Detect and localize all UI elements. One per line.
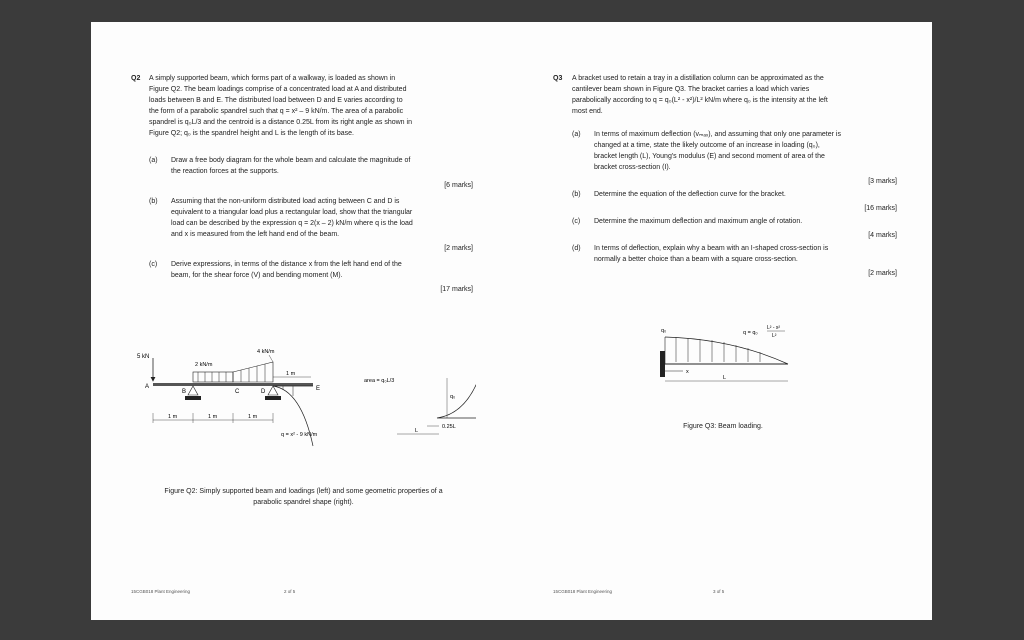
text-line: bracket cross-section (I). (594, 164, 671, 171)
parabolic-load-curve (665, 337, 788, 364)
part-text (171, 196, 473, 240)
support-b-base (185, 396, 201, 400)
document-page (91, 22, 932, 620)
right-footer-code: 15CGB018 Plant Engineering (553, 589, 613, 594)
text-line: Figure Q2; q₀ is the spandrel height and L is the length of its base. (149, 130, 354, 137)
label-centroid: 0.25L (442, 424, 456, 430)
text-line: cantilever beam shown in Figure Q3. The bracket carries a load which varies (572, 86, 810, 93)
support-b (188, 386, 198, 395)
part-text (594, 243, 897, 265)
part-marks: [3 marks] (868, 178, 897, 185)
text-line: Assuming that the non-uniform distributed load acting between C and D is (171, 198, 400, 205)
part-label: (d) (572, 245, 581, 252)
label-area: area = q₀L/3 (364, 378, 395, 384)
figure-q2-caption (131, 486, 476, 508)
part-marks: [17 marks] (440, 286, 473, 293)
text-line: Determine the equation of the deflection curve for the bracket. (594, 191, 786, 198)
part-marks: [6 marks] (444, 182, 473, 189)
question-number-q2: Q2 (131, 75, 141, 82)
beam-q2 (153, 383, 313, 386)
label-parabola-eq: q = x² - 9 kN/m (281, 432, 318, 438)
text-line: loads between B and E. The distributed load between D and E varies according to (149, 97, 403, 104)
label-l-q3: L (723, 375, 727, 381)
text-line: the form of a parabolic spandrel such that q = x² – 9 kN/m. The area of a parabolic (149, 108, 404, 115)
text-line: changed at a time, state the likely outcome of an increase in loading (q₀), (594, 142, 820, 149)
text-line: A simply supported beam, which forms part of a walkway, is loaded as shown in (149, 75, 396, 82)
udl-2knm (193, 372, 233, 382)
part-marks: [16 marks] (864, 205, 897, 212)
figure-q2 (131, 338, 476, 458)
part-label: (c) (149, 261, 158, 268)
part-text (171, 259, 473, 281)
label-q0: q₀ (450, 394, 456, 400)
question-number-q3: Q3 (553, 75, 563, 82)
text-line: In terms of deflection, explain why a beam with an I-shaped cross-section is (594, 245, 829, 252)
right-footer-page: 3 of 5 (713, 589, 725, 594)
text-line: load can be described by the expression q = 2(x – 2) kN/m where q is the load (171, 220, 413, 227)
udl-arrows (198, 372, 226, 382)
label-b: B (182, 389, 187, 395)
part-text (594, 189, 897, 200)
text-line: and x is measured from the left hand end of the beam. (171, 231, 340, 238)
support-d (268, 386, 278, 395)
part-marks: [2 marks] (444, 245, 473, 252)
text-line: Determine the maximum deflection and maximum angle of rotation. (594, 218, 803, 225)
left-page (131, 73, 476, 613)
text-line: Figure Q2. The beam loadings comprise of a concentrated load at A and distributed (149, 86, 407, 93)
part-label: (b) (572, 191, 581, 198)
label-1m-top: 1 m (286, 371, 296, 377)
text-line: beam, for the shear force (V) and bending moment (M). (171, 272, 343, 279)
part-marks: [4 marks] (868, 232, 897, 239)
part-text (594, 129, 897, 173)
text-line: Derive expressions, in terms of the distance x from the left hand end of the (171, 261, 402, 268)
q2-intro (149, 73, 479, 139)
text-line: In terms of maximum deflection (vₘₐₓ), and assuming that only one parameter is (594, 131, 841, 138)
spandrel-shape (437, 378, 476, 418)
label-e: E (316, 386, 321, 392)
text-line: Figure Q2: Simply supported beam and loadings (left) and some geometric properties of a (164, 488, 443, 495)
q3-intro (572, 73, 897, 117)
text-line: parabolic spandrel shape (right). (253, 499, 354, 506)
left-footer-code: 15CGB018 Plant Engineering (131, 589, 191, 594)
part-text (171, 155, 473, 177)
label-eq-num: L² - x² (767, 325, 781, 331)
part-marks: [2 marks] (868, 270, 897, 277)
text-line: normally a better choice than a beam with a square cross-section. (594, 256, 798, 263)
label-a: A (145, 384, 150, 390)
figure-q3 (643, 323, 793, 398)
left-footer-page: 2 of 5 (284, 589, 296, 594)
part-label: (c) (572, 218, 581, 225)
text-line: most end. (572, 108, 603, 115)
part-text (594, 216, 897, 227)
label-x: x (686, 369, 689, 375)
label-2knm: 2 kN/m (195, 362, 213, 368)
text-line: Draw a free body diagram for the whole beam and calculate the magnitude of (171, 157, 411, 164)
figure-q3-caption: Figure Q3: Beam loading. (683, 423, 763, 430)
right-page (553, 73, 898, 613)
label-c: C (235, 389, 240, 395)
label-5kn: 5 kN (137, 354, 150, 360)
part-label: (b) (149, 198, 158, 205)
wall (660, 351, 665, 377)
label-d: D (261, 389, 266, 395)
text-line: the reaction forces at the supports. (171, 168, 279, 175)
part-label: (a) (149, 157, 158, 164)
label-dim1: 1 m (168, 414, 178, 420)
text-line: bracket length (L), Young's modulus (E) and second moment of area of the (594, 153, 825, 160)
label-dim2: 1 m (208, 414, 218, 420)
label-4knm: 4 kN/m (257, 349, 275, 355)
text-line: equivalent to a triangular load plus a rectangular load, show that the triangular (171, 209, 413, 216)
text-line: A bracket used to retain a tray in a distillation column can be approximated as the (572, 75, 824, 82)
label-eq-den: L² (772, 333, 777, 339)
part-label: (a) (572, 131, 581, 138)
support-d-base (265, 396, 281, 400)
text-line: parabolically according to q = q₀(L² - x²)/L² kN/m where q₀ is the intensity at the left (572, 97, 828, 104)
label-eq-q: q = q₀ (743, 330, 758, 336)
text-line: spandrel is q₀L/3 and the centroid is a distance 0.25L from its right angle as shown in (149, 119, 412, 126)
label-q0-q3: q₀ (661, 328, 667, 334)
label-l: L (415, 428, 419, 434)
leader-4knm (269, 355, 273, 362)
label-dim3: 1 m (248, 414, 258, 420)
trapezoid-load (233, 362, 273, 382)
